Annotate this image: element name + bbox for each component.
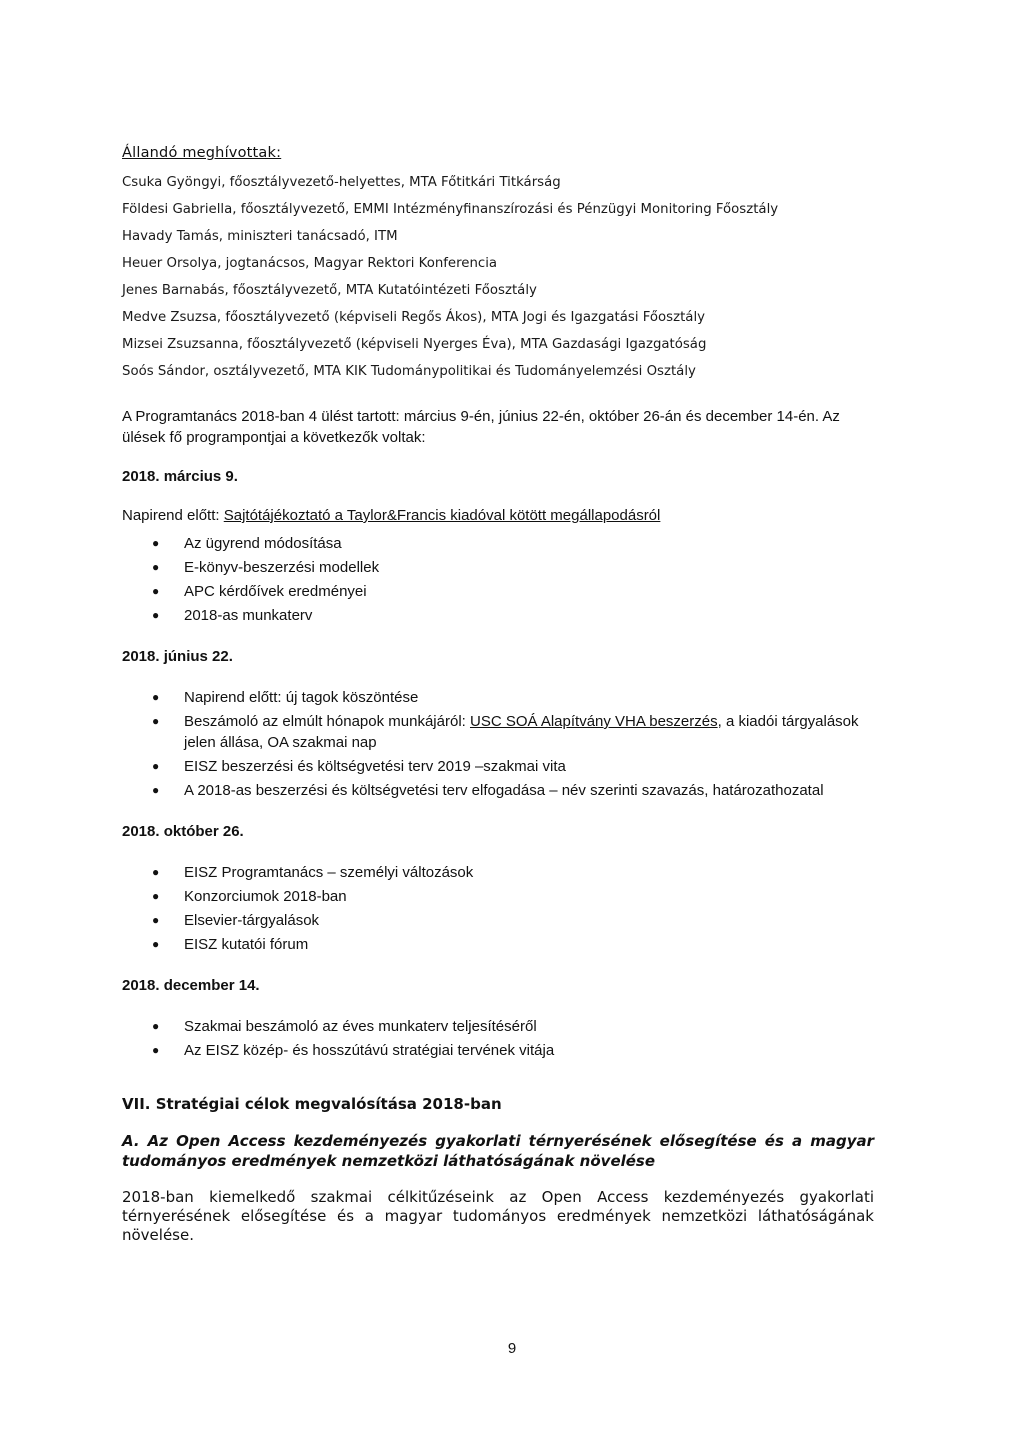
- invitee-item: Csuka Gyöngyi, főosztályvezető-helyettes, MTA Főtitkári Titkárság: [122, 175, 561, 190]
- list-item-label: EISZ Programtanács – személyi változások: [184, 864, 474, 881]
- agenda-list: [122, 687, 874, 801]
- list-item: [122, 756, 874, 777]
- meeting-intro: [122, 507, 874, 524]
- subsection-heading: A. Az Open Access kezdeményezés gyakorlati térnyerésének elősegítése és a magyar tudományos eredmények nemzetközi láthatóságának növelése: [122, 1132, 874, 1170]
- bullet-icon: ●: [152, 865, 160, 879]
- invitee-item: Földesi Gabriella, főosztályvezető, EMMI Intézményfinanszírozási és Pénzügyi Monitoring Főosztály: [122, 202, 779, 217]
- list-item-label: Elsevier-tárgyalások: [184, 912, 320, 929]
- list-item-label: Az ügyrend módosítása: [184, 535, 342, 552]
- bullet-icon: ●: [152, 889, 160, 903]
- list-item: [122, 711, 874, 753]
- bullet-icon: ●: [152, 913, 160, 927]
- intro-prefix: Napirend előtt:: [122, 507, 224, 524]
- bullet-icon: ●: [152, 759, 160, 773]
- list-item-label: 2018-as munkaterv: [184, 607, 313, 624]
- list-item-label: EISZ kutatói fórum: [184, 936, 309, 953]
- list-item: [122, 533, 874, 554]
- section-paragraph: 2018-ban kiemelkedő szakmai célkitűzéseink az Open Access kezdeményezés gyakorlati térnyerésének elősegítése és a magyar tudományos eredmények nemzetközi láthatóságának növelése.: [122, 1188, 874, 1244]
- list-item: [122, 934, 874, 955]
- meeting-date: 2018. december 14.: [122, 977, 260, 994]
- meeting-date: 2018. október 26.: [122, 823, 244, 840]
- invitee-item: Havady Tamás, miniszteri tanácsadó, ITM: [122, 229, 398, 244]
- invitee-item: Medve Zsuzsa, főosztályvezető (képviseli Regős Ákos), MTA Jogi és Igazgatási Főosztály: [122, 310, 706, 325]
- bullet-icon: ●: [152, 536, 160, 550]
- list-item: [122, 1016, 874, 1037]
- list-item: [122, 1040, 874, 1061]
- press-conference-link[interactable]: Sajtótájékoztató a Taylor&Francis kiadóval kötött megállapodásról: [223, 507, 661, 524]
- agenda-list: [122, 533, 874, 626]
- list-item-label: APC kérdőívek eredményei: [184, 583, 367, 600]
- section-heading: VII. Stratégiai célok megvalósítása 2018-ban: [122, 1095, 502, 1113]
- list-item: [122, 886, 874, 907]
- list-item: [122, 605, 874, 626]
- bullet-icon: ●: [152, 714, 160, 728]
- list-item-label: Napirend előtt: új tagok köszöntése: [184, 689, 419, 706]
- invitee-item: Heuer Orsolya, jogtanácsos, Magyar Rektori Konferencia: [122, 256, 498, 271]
- list-item-label: Konzorciumok 2018-ban: [184, 888, 347, 905]
- bullet-icon: ●: [152, 608, 160, 622]
- meeting-date: 2018. március 9.: [122, 468, 238, 485]
- list-item-label: Az EISZ közép- és hosszútávú stratégiai tervének vitája: [184, 1042, 555, 1059]
- list-item-label: A 2018-as beszerzési és költségvetési terv elfogadása – név szerinti szavazás, határozathozatal: [184, 782, 824, 799]
- invited-list: [122, 175, 874, 380]
- bullet-icon: ●: [152, 584, 160, 598]
- bullet-icon: ●: [152, 1019, 160, 1033]
- document-page: [122, 145, 874, 1245]
- list-item-label: EISZ beszerzési és költségvetési terv 2019 –szakmai vita: [184, 758, 566, 775]
- meetings-summary: A Programtanács 2018-ban 4 ülést tartott: március 9-én, június 22-én, október 26-án és december 14-én. Az ülések fő programpontjai a következők voltak:: [122, 408, 840, 446]
- list-item: [122, 557, 874, 578]
- page-number: 9: [507, 1340, 517, 1357]
- list-item: [122, 862, 874, 883]
- invitee-item: Soós Sándor, osztályvezető, MTA KIK Tudománypolitikai és Tudományelemzési Osztály: [122, 364, 696, 379]
- agenda-list: [122, 1016, 874, 1061]
- list-item-suffix: , a kiadói tárgyalások jelen állása, OA szakmai nap: [184, 713, 859, 751]
- list-item: [122, 910, 874, 931]
- meeting-date: 2018. június 22.: [122, 648, 233, 665]
- list-item-prefix: Beszámoló az elmúlt hónapok munkájáról:: [184, 713, 470, 730]
- agenda-list: [122, 862, 874, 955]
- list-item: [122, 780, 874, 801]
- usc-soa-link[interactable]: USC SOÁ Alapítvány VHA beszerzés: [469, 713, 718, 730]
- bullet-icon: ●: [152, 560, 160, 574]
- list-item: [122, 581, 874, 602]
- bullet-icon: ●: [152, 1043, 160, 1057]
- list-item: [122, 687, 874, 708]
- invited-heading: Állandó meghívottak:: [122, 145, 282, 161]
- list-item-label: E-könyv-beszerzési modellek: [184, 559, 380, 576]
- bullet-icon: ●: [152, 783, 160, 797]
- bullet-icon: ●: [152, 937, 160, 951]
- invitee-item: Mizsei Zsuzsanna, főosztályvezető (képviseli Nyerges Éva), MTA Gazdasági Igazgatóság: [122, 337, 707, 352]
- list-item-label: Szakmai beszámoló az éves munkaterv teljesítéséről: [184, 1018, 537, 1035]
- invitee-item: Jenes Barnabás, főosztályvezető, MTA Kutatóintézeti Főosztály: [122, 283, 537, 298]
- bullet-icon: ●: [152, 690, 160, 704]
